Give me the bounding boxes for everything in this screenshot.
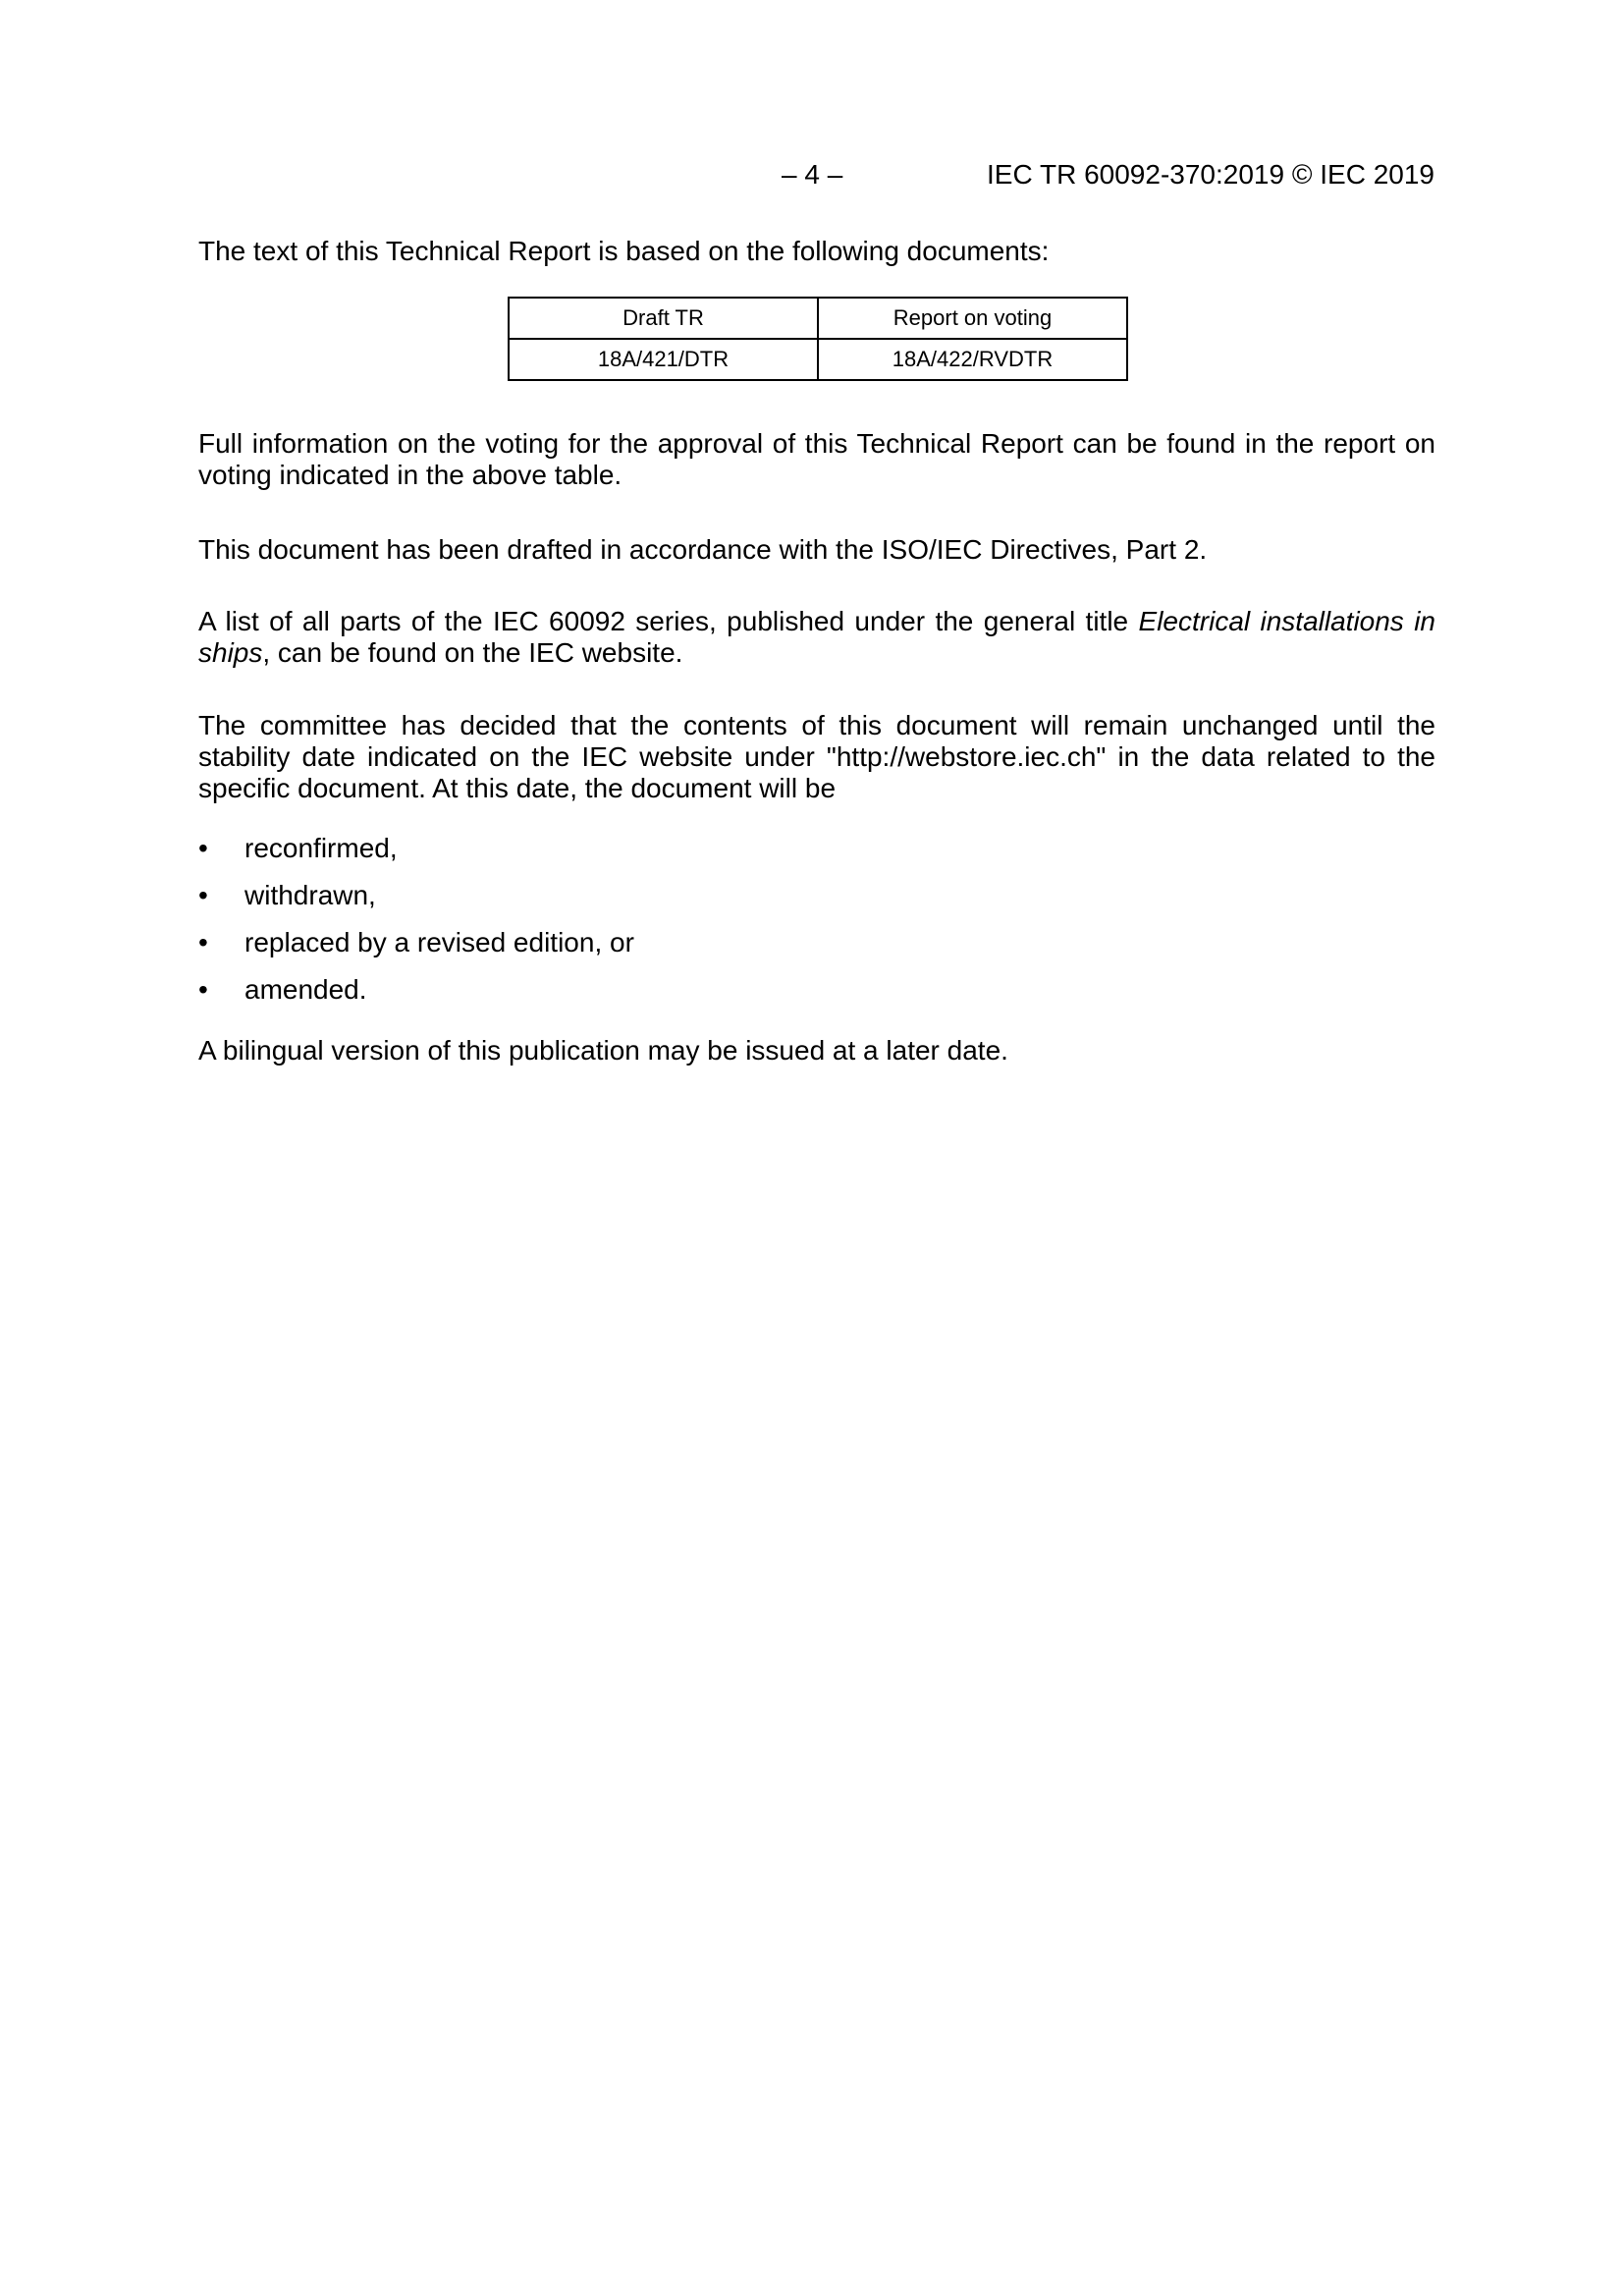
table-cell: 18A/421/DTR bbox=[509, 339, 818, 380]
series-title: Electrical installations in ships bbox=[198, 606, 1435, 668]
document-reference: IEC TR 60092-370:2019 © IEC 2019 bbox=[987, 159, 1434, 190]
table-header-row bbox=[509, 298, 1127, 339]
page-header bbox=[0, 159, 1623, 198]
voting-info-paragraph: Full information on the voting for the approval of this Technical Report can be found in the report on voting indicated in the above table. bbox=[198, 428, 1435, 490]
page-number: – 4 – bbox=[782, 159, 843, 190]
bilingual-paragraph: A bilingual version of this publication may be issued at a later date. bbox=[198, 1035, 1008, 1066]
table-header-cell: Draft TR bbox=[509, 298, 818, 339]
series-paragraph bbox=[198, 606, 1435, 669]
table-cell: 18A/422/RVDTR bbox=[818, 339, 1127, 380]
series-text-after: , can be found on the IEC website. bbox=[262, 637, 683, 668]
intro-paragraph: The text of this Technical Report is based on the following documents: bbox=[198, 236, 1050, 266]
bullet-marker: • bbox=[198, 880, 208, 910]
bullet-marker: • bbox=[198, 974, 208, 1005]
stability-paragraph: The committee has decided that the contents of this document will remain unchanged until the stability date indicated on the IEC website under "http://webstore.iec.ch" in the data related to the specific document. At this date, the document will be bbox=[198, 710, 1435, 803]
table-row bbox=[509, 339, 1127, 380]
directives-paragraph: This document has been drafted in accordance with the ISO/IEC Directives, Part 2. bbox=[198, 534, 1208, 565]
series-text-before: A list of all parts of the IEC 60092 series, published under the general title bbox=[198, 606, 1139, 636]
list-item-text: withdrawn, bbox=[244, 880, 376, 910]
list-item-text: reconfirmed, bbox=[244, 833, 398, 863]
table-header-cell: Report on voting bbox=[818, 298, 1127, 339]
list-item-text: amended. bbox=[244, 974, 367, 1005]
list-item-text: replaced by a revised edition, or bbox=[244, 927, 634, 957]
bullet-marker: • bbox=[198, 833, 208, 863]
documents-table bbox=[508, 297, 1128, 381]
bullet-marker: • bbox=[198, 927, 208, 957]
